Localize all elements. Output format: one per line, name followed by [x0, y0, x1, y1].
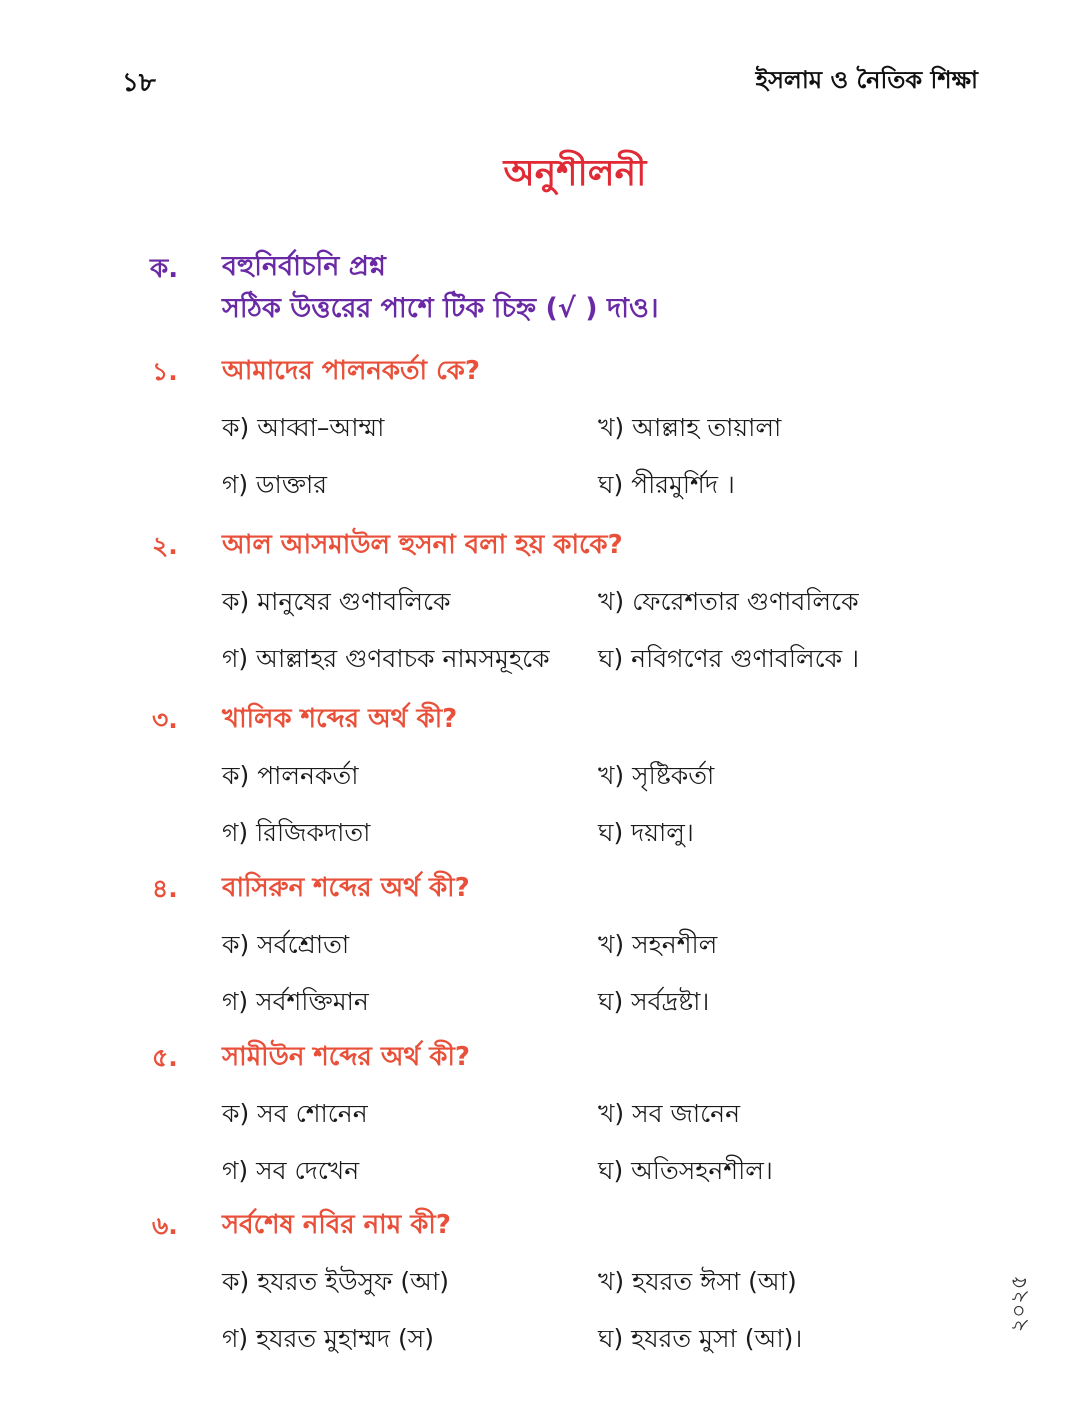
question-number: ৫. [152, 1043, 178, 1072]
option-ka[interactable]: ক) পালনকর্তা [222, 761, 359, 790]
option-gha[interactable]: ঘ) নবিগণের গুণাবলিকে । [598, 644, 860, 673]
question-text: বাসিরুন শব্দের অর্থ কী? [222, 873, 470, 903]
option-ga[interactable]: গ) ডাক্তার [222, 470, 328, 499]
option-kha[interactable]: খ) সহনশীল [598, 930, 718, 959]
question-number: ৩. [152, 705, 178, 734]
option-kha[interactable]: খ) হযরত ঈসা (আ) [598, 1267, 797, 1296]
option-kha[interactable]: খ) ফেরেশতার গুণাবলিকে [598, 587, 859, 616]
section-title: বহুনির্বাচনি প্রশ্ন [222, 251, 386, 282]
question-number: ১. [152, 357, 178, 386]
question-number: ৪. [152, 874, 178, 903]
option-kha[interactable]: খ) সব জানেন [598, 1099, 740, 1128]
question-text: আল আসমাউল হুসনা বলা হয় কাকে? [222, 530, 623, 560]
book-title: ইসলাম ও নৈতিক শিক্ষা [755, 66, 978, 94]
option-ga[interactable]: গ) হযরত মুহাম্মদ (স) [222, 1324, 435, 1353]
option-ka[interactable]: ক) সব শোনেন [222, 1099, 368, 1128]
option-gha[interactable]: ঘ) দয়ালু। [598, 818, 694, 847]
page-heading: অনুশীলনী [503, 153, 647, 194]
option-gha[interactable]: ঘ) পীরমুর্শিদ । [598, 470, 735, 499]
question-text: সর্বশেষ নবির নাম কী? [222, 1210, 451, 1240]
option-gha[interactable]: ঘ) হযরত মুসা (আ)। [598, 1324, 803, 1353]
option-ga[interactable]: গ) আল্লাহর গুণবাচক নামসমূহকে [222, 644, 550, 673]
option-ga[interactable]: গ) সব দেখেন [222, 1156, 360, 1185]
section-label: ক. [150, 254, 179, 284]
option-gha[interactable]: ঘ) সর্বদ্রষ্টা। [598, 987, 710, 1016]
option-ga[interactable]: গ) রিজিকদাতা [222, 818, 371, 847]
option-ka[interactable]: ক) মানুষের গুণাবলিকে [222, 587, 451, 616]
question-text: সামীউন শব্দের অর্থ কী? [222, 1042, 470, 1072]
option-ka[interactable]: ক) আব্বা–আম্মা [222, 413, 385, 442]
side-year-mark: ২০২৫ [1007, 1275, 1032, 1333]
question-text: খালিক শব্দের অর্থ কী? [222, 704, 458, 734]
option-kha[interactable]: খ) আল্লাহ তায়ালা [598, 413, 782, 442]
option-kha[interactable]: খ) সৃষ্টিকর্তা [598, 761, 715, 790]
option-ga[interactable]: গ) সর্বশক্তিমান [222, 987, 369, 1016]
question-number: ২. [152, 531, 178, 560]
question-number: ৬. [152, 1211, 178, 1240]
section-instruction: সঠিক উত্তরের পাশে টিক চিহ্ন (√ ) দাও। [222, 293, 659, 324]
question-text: আমাদের পালনকর্তা কে? [222, 356, 480, 386]
option-ka[interactable]: ক) হযরত ইউসুফ (আ) [222, 1267, 450, 1296]
page-number: ১৮ [122, 68, 156, 98]
option-ka[interactable]: ক) সর্বশ্রোতা [222, 930, 350, 959]
option-gha[interactable]: ঘ) অতিসহনশীল। [598, 1156, 773, 1185]
